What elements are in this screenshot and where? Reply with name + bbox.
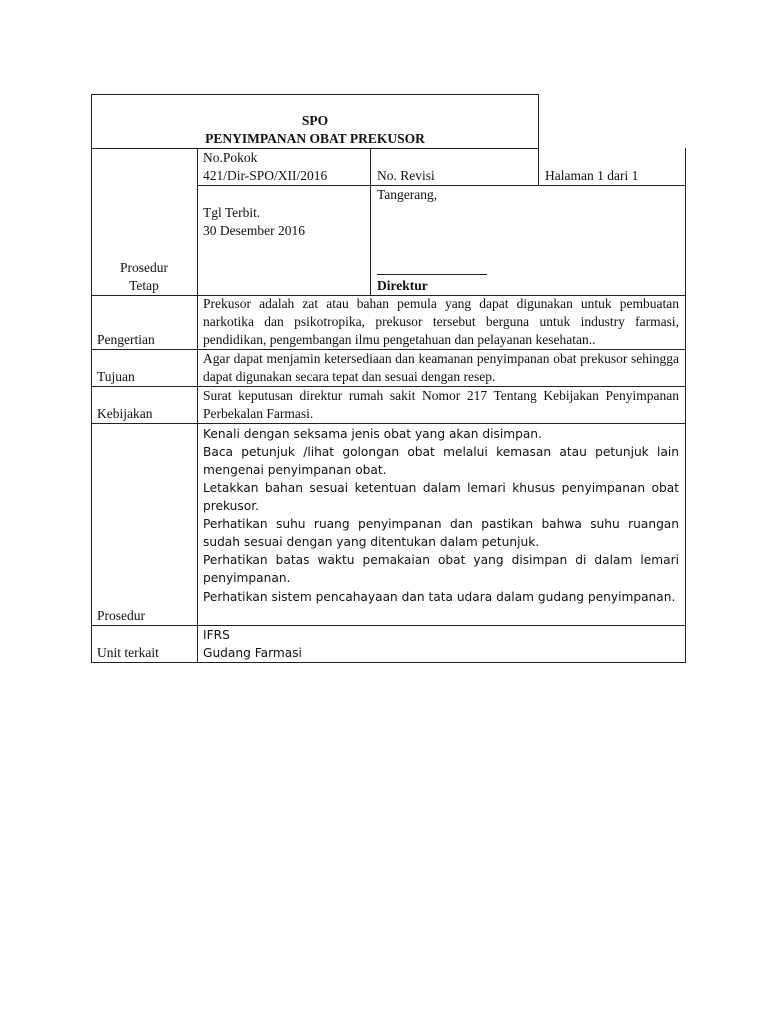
table-border-top <box>91 94 539 95</box>
prosedur-step: Perhatikan batas waktu pemakaian obat yang disimpan di dalam lemari penyimpanan. <box>203 553 679 585</box>
rule-below-kebijakan <box>91 423 685 424</box>
prosedur-step: Kenali dengan seksama jenis obat yang akan disimpan. <box>203 427 542 441</box>
signature-line <box>377 274 487 275</box>
rule-label-column <box>197 148 198 663</box>
unit-item: IFRS <box>203 628 230 642</box>
prosedur-step: Baca petunjuk /lihat golongan obat melalui kemasan atau petunjuk lain mengenai penyimpanan obat. <box>203 445 679 477</box>
no-revisi-label: No. Revisi <box>377 168 435 183</box>
tujuan-text: Agar dapat menjamin ketersediaan dan keamanan penyimpanan obat prekusor sehingga dapat digunakan secara tepat dan sesuai dengan resep. <box>203 351 679 384</box>
kebijakan-label: Kebijakan <box>97 406 153 421</box>
page-subtitle: PENYIMPANAN OBAT PREKUSOR <box>205 131 425 146</box>
jabatan-label: Direktur <box>377 278 428 293</box>
rule-below-title <box>91 148 539 149</box>
rule-below-meta-1 <box>197 185 685 186</box>
rule-below-prosedur <box>91 625 685 626</box>
tujuan-label: Tujuan <box>97 369 135 384</box>
unit-item: Gudang Farmasi <box>203 646 302 660</box>
pengertian-text: Prekusor adalah zat atau bahan pemula yang dapat digunakan untuk pembuatan narkotika dan psikotropika, prekusor tersebut berguna untuk industry farmasi, pendidikan, pengembangan ilmu pengetahuan dan pelayanan kesehatan.. <box>203 296 679 347</box>
prosedur-tetap-line2: Tetap <box>129 278 159 293</box>
table-border-bottom <box>91 662 686 663</box>
prosedur-tetap-line1: Prosedur <box>120 260 168 275</box>
kebijakan-text: Surat keputusan direktur rumah sakit Nomor 217 Tentang Kebijakan Penyimpanan Perbekalan Farmasi. <box>203 388 679 421</box>
table-border-right <box>685 148 686 663</box>
no-pokok-value: 421/Dir-SPO/XII/2016 <box>203 168 328 183</box>
prosedur-step: Perhatikan suhu ruang penyimpanan dan pastikan bahwa suhu ruangan sudah sesuai dengan yang ditentukan dalam petunjuk. <box>203 517 679 549</box>
tgl-terbit-value: 30 Desember 2016 <box>203 223 305 238</box>
page-title: SPO <box>301 113 329 128</box>
prosedur-step: Perhatikan sistem pencahayaan dan tata udara dalam gudang penyimpanan. <box>203 590 676 604</box>
prosedur-label: Prosedur <box>97 608 145 623</box>
tempat-label: Tangerang, <box>377 187 438 202</box>
no-pokok-label: No.Pokok <box>203 150 258 165</box>
pengertian-label: Pengertian <box>97 332 155 347</box>
tgl-terbit-label: Tgl Terbit. <box>203 205 261 220</box>
halaman-label: Halaman 1 dari 1 <box>545 168 639 183</box>
prosedur-step: Letakkan bahan sesuai ketentuan dalam lemari khusus penyimpanan obat prekusor. <box>203 481 679 513</box>
table-border-left <box>91 94 92 663</box>
rule-meta-middle <box>370 148 371 295</box>
unit-terkait-label: Unit terkait <box>97 645 159 660</box>
